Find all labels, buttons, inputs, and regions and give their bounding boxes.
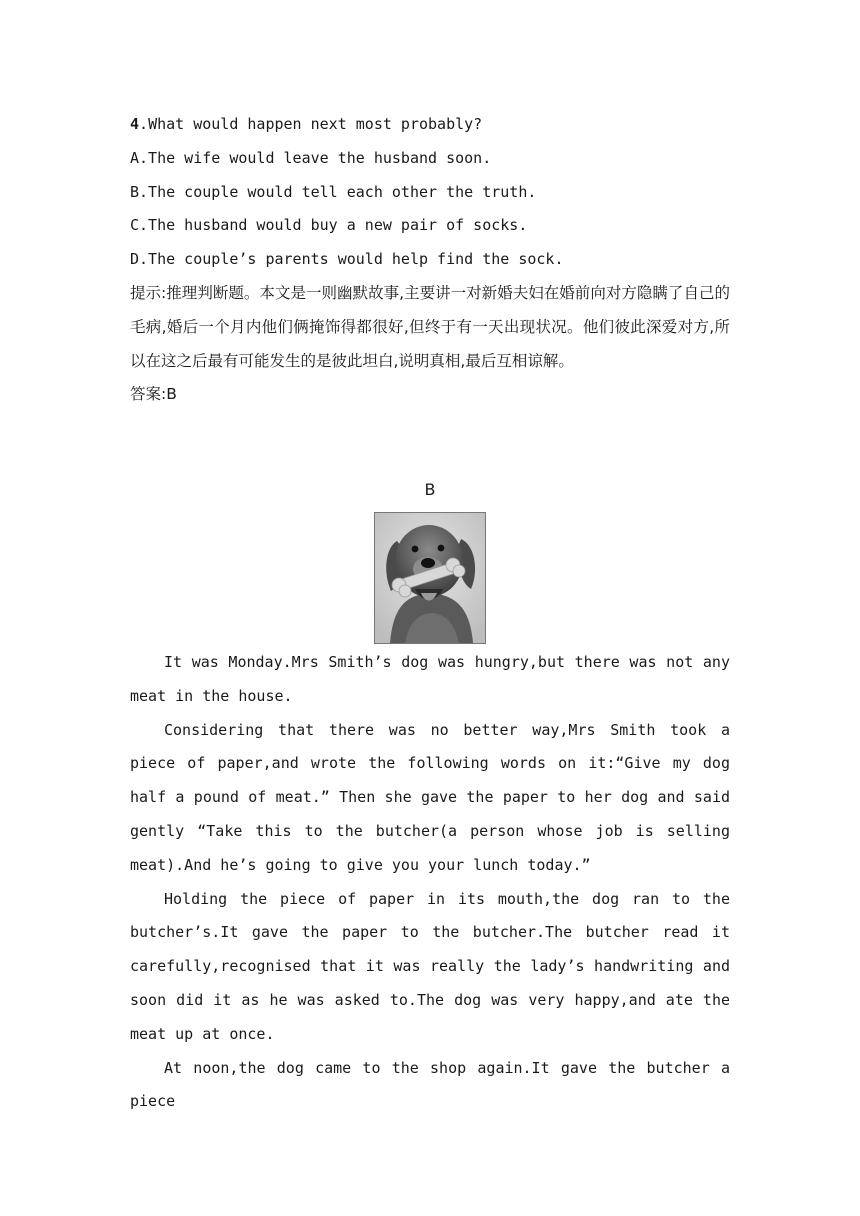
dot: . [139, 115, 149, 133]
story-paragraph-3: Holding the piece of paper in its mouth,the dog ran to the butcher’s.It gave the paper to the butcher.The butcher read it carefully,recognised that it was really the lady’s handwriting and soon did it as he was asked to.The dog was very happy,and ate the meat up at once. [130, 889, 730, 1043]
document-page [130, 108, 730, 1111]
option-a: A.The wife would leave the husband soon. [130, 148, 492, 167]
option-d: D.The couple’s parents would help find the sock. [130, 250, 564, 269]
story-paragraph-2: Considering that there was no better way,Mrs Smith took a piece of paper,and wrote the following words on it:“Give my dog half a pound of meat.” Then she gave the paper to her dog and said gently “Take this to the butcher(a person whose job is selling meat).And he’s going to give you your lunch today.” [130, 720, 730, 874]
story-text [130, 646, 730, 1119]
option-c: C.The husband would buy a new pair of socks. [130, 216, 528, 235]
dog-with-bone-photo [374, 512, 486, 644]
option-b: B.The couple would tell each other the truth. [130, 182, 537, 201]
story-paragraph-4: At noon,the dog came to the shop again.It gave the butcher a piece [130, 1058, 730, 1111]
answer-line: 答案:B [130, 385, 177, 404]
hint-paragraph: 提示:推理判断题。本文是一则幽默故事,主要讲一对新婚夫妇在婚前向对方隐瞒了自己的毛病,婚后一个月内他们俩掩饰得都很好,但终于有一天出现状况。他们彼此深爱对方,所以在这之后最有可能发生的是彼此坦白,说明真相,最后互相谅解。 [130, 283, 730, 370]
section-heading: B [424, 480, 436, 499]
question-number: 4 [130, 115, 140, 133]
question-stem [130, 108, 730, 142]
story-paragraph-1: It was Monday.Mrs Smith’s dog was hungry,but there was not any meat in the house. [130, 653, 730, 705]
question-text: What would happen next most probably? [148, 115, 483, 133]
dog-illustration [375, 513, 485, 643]
